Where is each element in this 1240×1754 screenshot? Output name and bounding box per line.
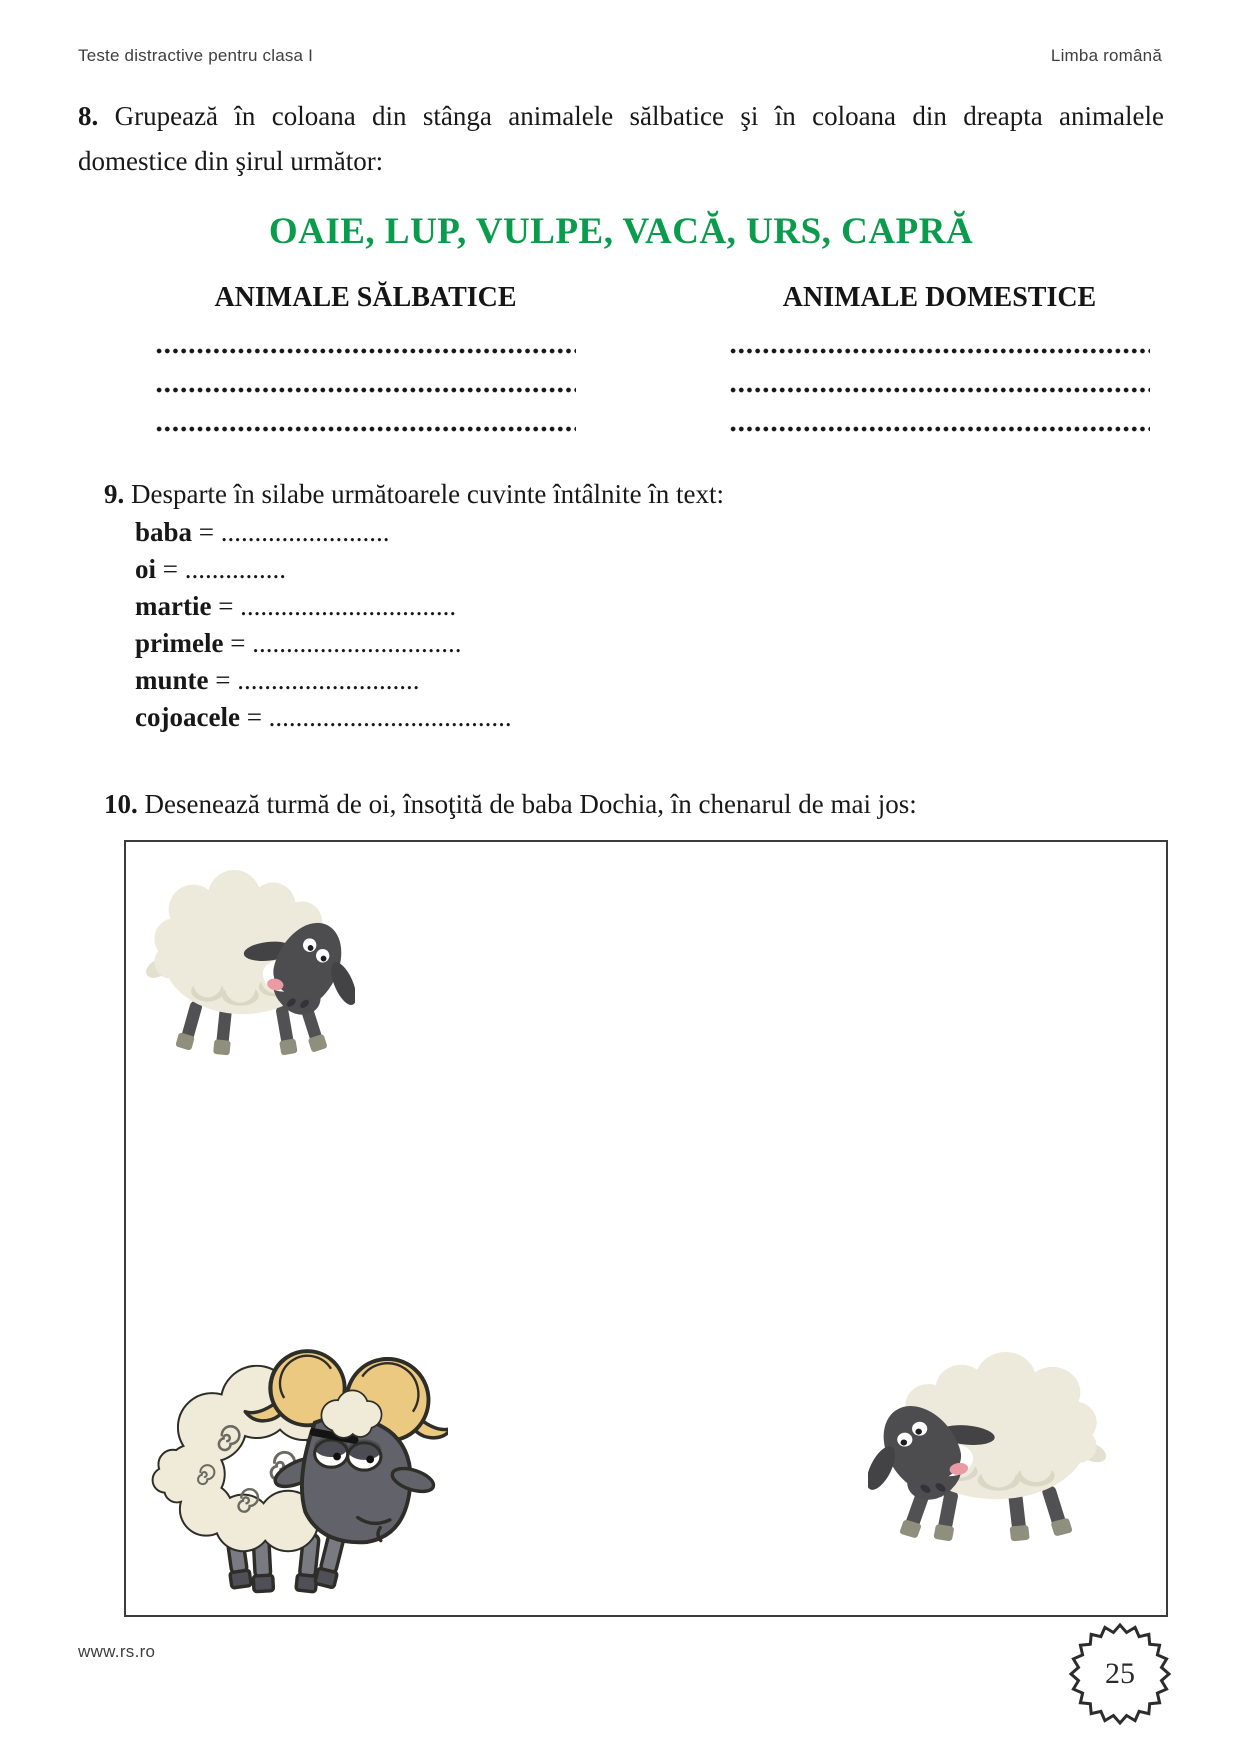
exercise-8-number: 8.	[78, 101, 99, 131]
header-right: Limba română	[1050, 46, 1162, 65]
exercise-8-line2: domestice din şirul următor:	[78, 146, 384, 176]
syllable-row-oi: oi = ...............	[135, 554, 286, 584]
dotted-answer-line	[155, 387, 576, 393]
footer-website: www.rs.ro	[78, 1642, 156, 1661]
column-title-domestic: ANIMALE DOMESTICE	[782, 282, 1097, 313]
syllable-row-munte: munte = ...........................	[135, 665, 420, 695]
dotted-answer-line	[729, 426, 1150, 432]
exercise-10-number: 10.	[104, 789, 138, 819]
sheep-illustration-bottom-right	[868, 1352, 1113, 1544]
sheep-illustration-top-left	[140, 870, 355, 1058]
syllable-row-primele: primele = ...............................	[135, 628, 462, 658]
animal-word-list: OAIE, LUP, VULPE, VACĂ, URS, CAPRĂ	[268, 211, 974, 252]
dotted-answer-line	[155, 426, 576, 432]
syllable-row-baba: baba = .........................	[135, 517, 390, 547]
ram-illustration	[136, 1318, 448, 1601]
exercise-10-statement: 10. Desenează turmă de oi, însoţită de baba Dochia, în chenarul de mai jos:	[104, 789, 917, 819]
exercise-9-number: 9.	[104, 479, 125, 509]
page-number: 25	[1105, 1657, 1135, 1690]
exercise-9-statement: 9. Desparte în silabe următoarele cuvinte întâlnite în text:	[104, 479, 725, 509]
exercise-8-statement	[78, 94, 1164, 184]
header-left: Teste distractive pentru clasa I	[78, 46, 314, 65]
exercise-8-line1: 8. Grupează în coloana din stânga animalele sălbatice şi în coloana din dreapta animalele	[78, 101, 1164, 131]
syllable-row-martie: martie = ................................	[135, 591, 457, 621]
dotted-answer-line	[729, 348, 1150, 354]
column-title-wild: ANIMALE SĂLBATICE	[214, 282, 517, 313]
dotted-answer-line	[729, 387, 1150, 393]
dotted-answer-line	[155, 348, 576, 354]
syllable-row-cojoacele: cojoacele = ....................................	[135, 702, 512, 732]
